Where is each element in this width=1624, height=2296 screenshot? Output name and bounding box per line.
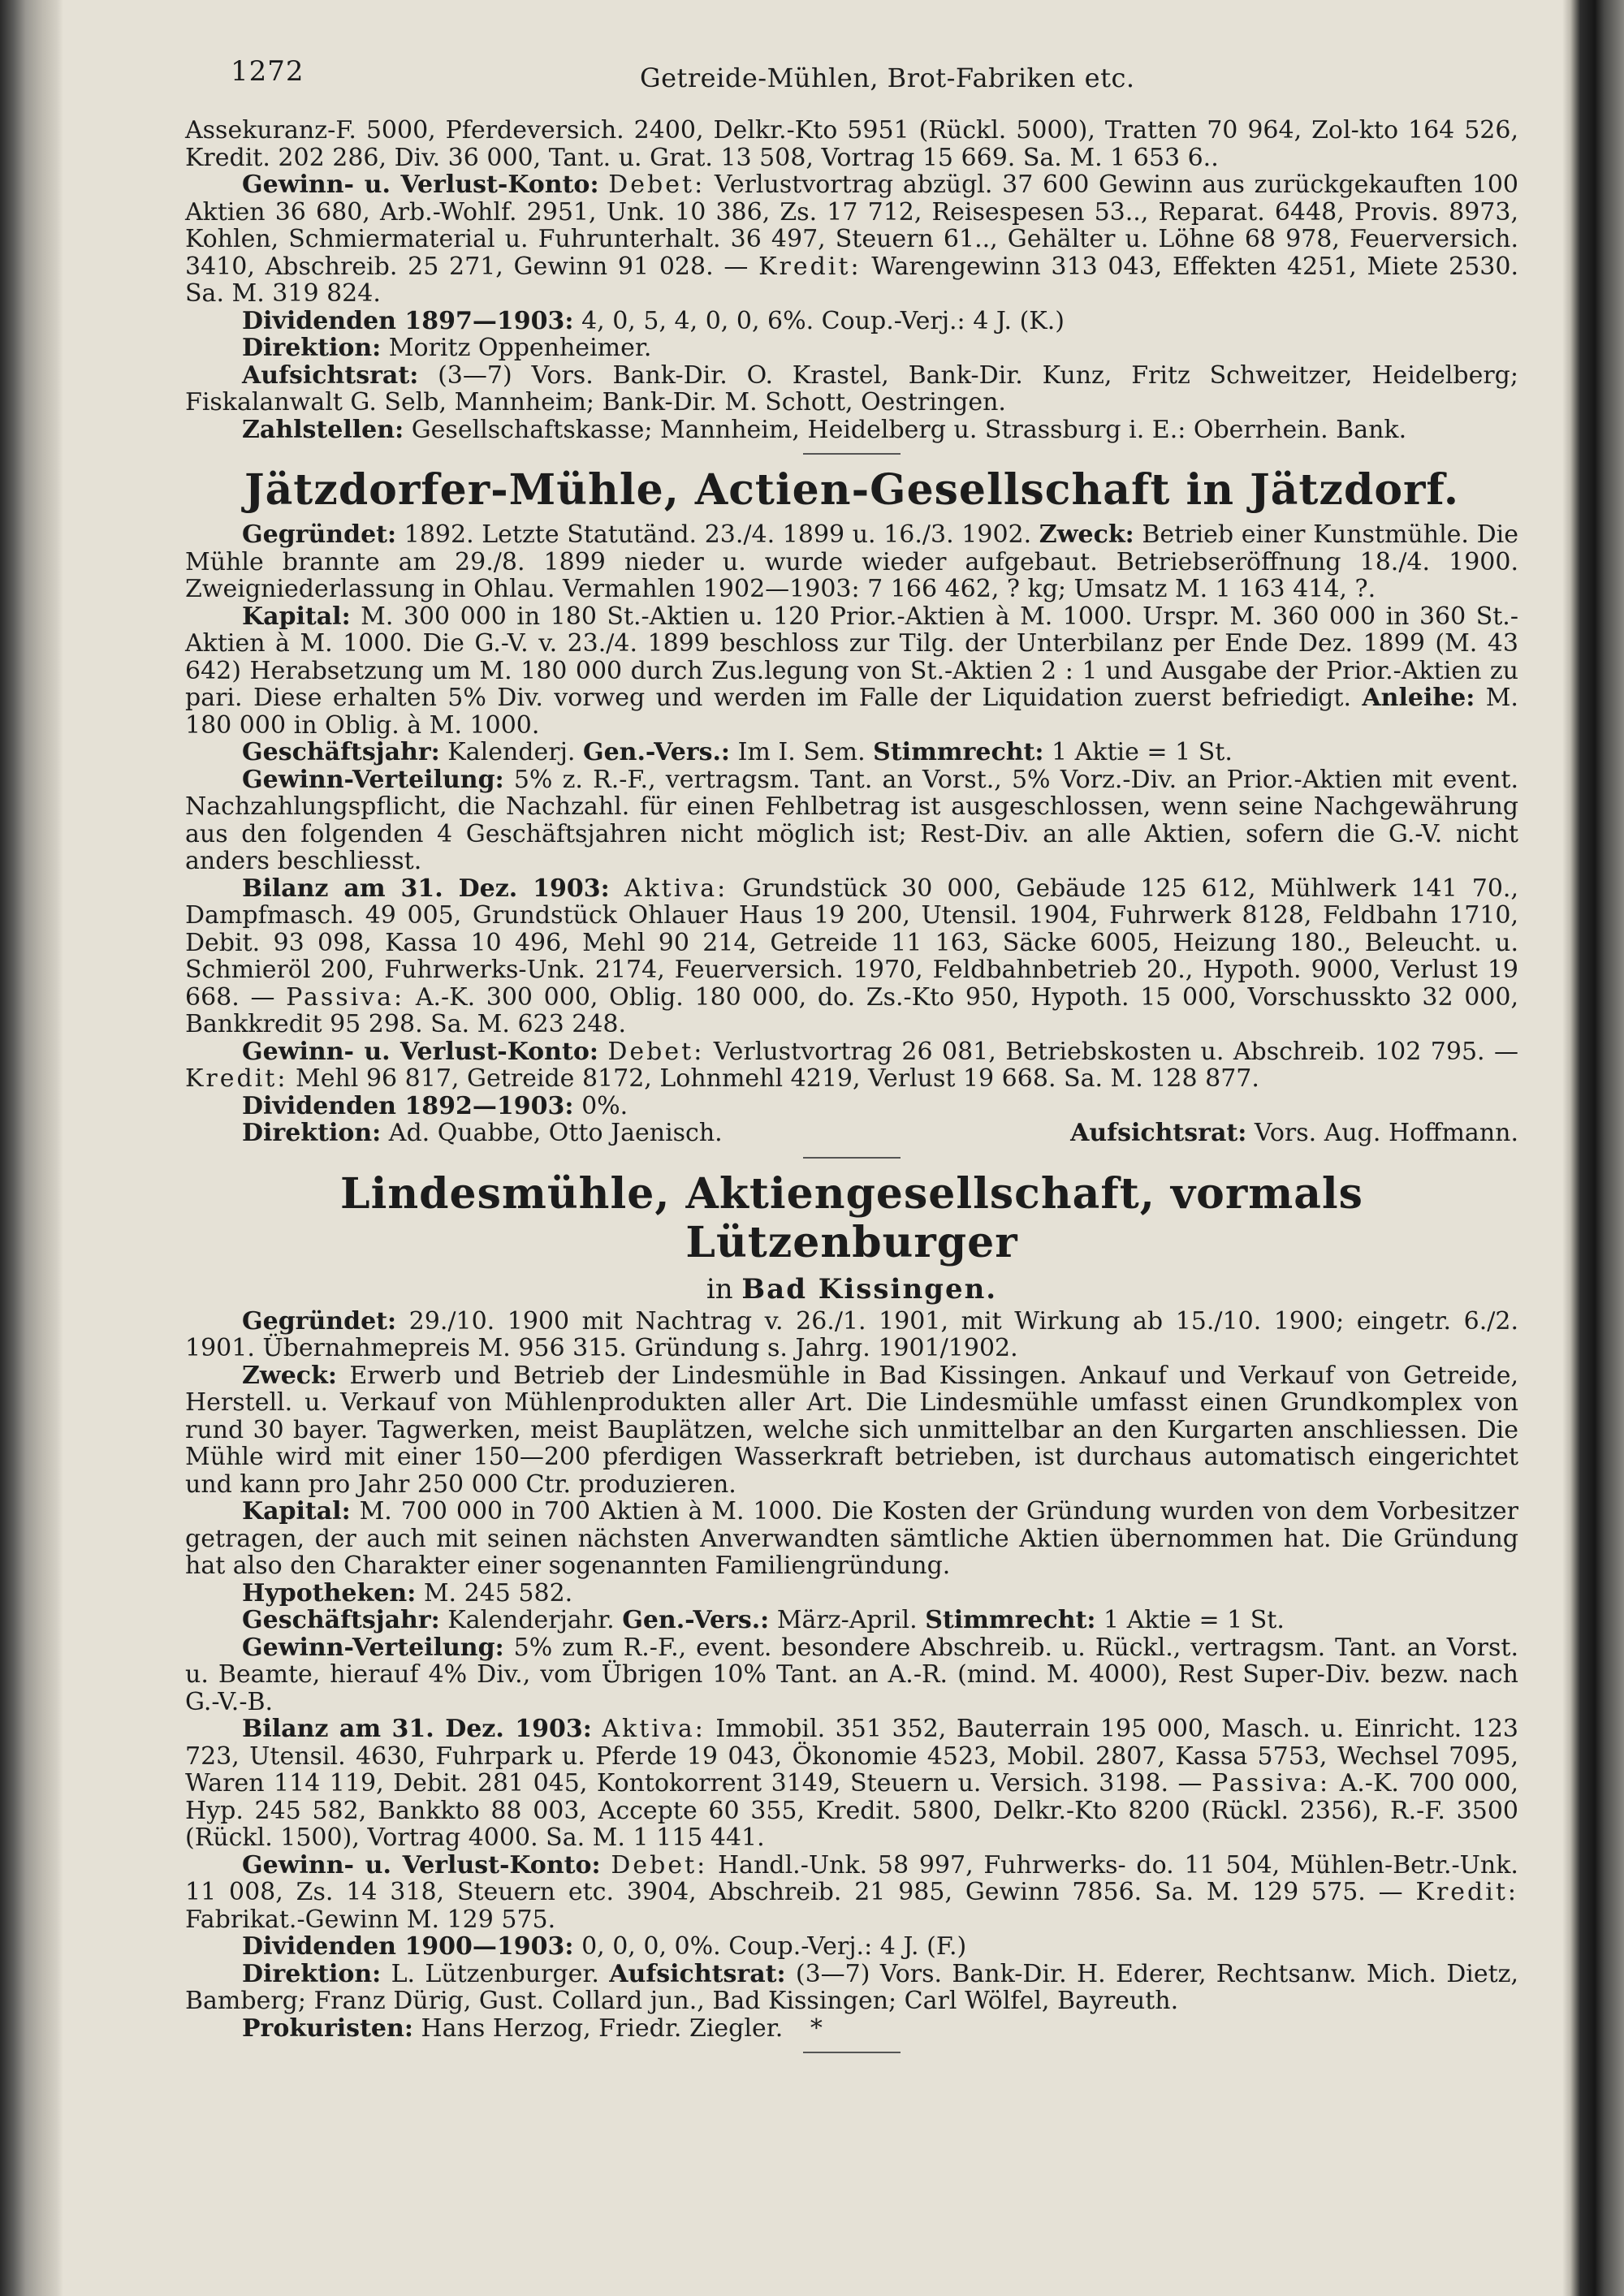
direktion-group <box>185 1120 723 1147</box>
footnote-star: * <box>810 2013 823 2043</box>
anleihe-label: Anleihe: <box>1362 684 1475 712</box>
guv-credit-text: Fabrikat.-Gewinn M. 129 575. <box>185 1905 556 1934</box>
aktiva-text: Grundstück 30 000, Gebäude 125 612, Mühlwerk 141 70., Dampfmasch. 49 005, Grundstück Ohlauer Haus 19 200, Utensil. 1904, Fuhrwerk 8128, Feldbahn 1710, Debit. 93 098, Kassa 10 496, Mehl 90 214, Getreide 11 163, Säcke 6005, Heizung 180., Beleucht. u. Schmieröl 200, Fuhrwerks-Unk. 2174, Feuerversich. 1970, Feldbahnbetrieb 20., Hypoth. 9000, Verlust 19 668. — <box>185 874 1518 1012</box>
gegruendet-text: 1892. Letzte Statutänd. 23./4. 1899 u. 16./3. 1902. <box>404 520 1032 549</box>
aktiva-label: Aktiva: <box>624 874 728 903</box>
aufsichtsrat-text: (3—7) Vors. Bank-Dir. H. Ederer, Rechtsanw. Mich. Dietz, Bamberg; Franz Dürig, Gust. Collard jun., Bad Kissingen; Carl Wölfel, Bayreuth. <box>185 1959 1518 2015</box>
guv-label: Gewinn- u. Verlust-Konto: <box>242 1037 598 1066</box>
subtitle-place: Bad Kissingen. <box>741 1272 998 1306</box>
dividenden-label: Dividenden 1900—1903: <box>242 1932 574 1961</box>
stimmrecht-text: 1 Aktie = 1 St. <box>1104 1606 1285 1634</box>
entry-jaetzdorf <box>185 466 1518 1147</box>
guv-paragraph <box>185 1038 1518 1093</box>
gegruendet-text: 29./10. 1900 mit Nachtrag v. 26./1. 1901, mit Wirkung ab 15./10. 1900; eingetr. 6./2. 1901. Übernahmepreis M. 956 315. Gründung s. Jahrg. 1901/1902. <box>185 1306 1518 1362</box>
continuation-entry <box>185 117 1518 443</box>
kapital-text: M. 300 000 in 180 St.-Aktien u. 120 Prior.-Aktien à M. 1000. Urspr. M. 360 000 in 360 St.-Aktien à M. 1000. Die G.-V. v. 23./4. 1899 beschloss zur Tilg. der Unterbilanz per Ende Dez. 1899 (M. 43 642) Herabsetzung um M. 180 000 durch Zus.legung von St.-Aktien 2 : 1 und Ausgabe der Prior.-Aktien zu pari. Diese erhalten 5% Div. vorweg und werden im Falle der Liquidation zuerst befriedigt. <box>185 602 1518 712</box>
entry-title: Lindesmühle, Aktiengesellschaft, vormals Lützenburger <box>340 1168 1363 1267</box>
dividenden-paragraph <box>185 1093 1518 1120</box>
stimmrecht-label: Stimmrecht: <box>925 1606 1096 1634</box>
direktion-label: Direktion: <box>242 1959 382 1988</box>
aufsichtsrat-group <box>1013 1120 1518 1147</box>
cont-gv-credit-text: Warengewinn 313 043, Effekten 4251, Miete 2530. Sa. M. 319 824. <box>185 252 1518 308</box>
hypotheken-label: Hypotheken: <box>242 1578 417 1608</box>
kapital-label: Kapital: <box>242 602 351 631</box>
bilanz-label: Bilanz am 31. Dez. 1903: <box>242 874 610 903</box>
right-scan-edge <box>1562 0 1624 2296</box>
bilanz-label: Bilanz am 31. Dez. 1903: <box>242 1715 592 1743</box>
dividenden-label: Dividenden 1892—1903: <box>242 1091 574 1120</box>
kapital-text: M. 700 000 in 700 Aktien à M. 1000. Die Kosten der Gründung wurden von dem Vorbesitzer getragen, der auch mit seinen nächsten Anverwandten sämtliche Aktien übernommen hat. Die Gründung hat also den Charakter einer sogenannten Familiengründung. <box>185 1497 1518 1580</box>
kapital-paragraph <box>185 1498 1518 1580</box>
kapital-paragraph <box>185 603 1518 740</box>
aktiva-text: Immobil. 351 352, Bauterrain 195 000, Masch. u. Einricht. 123 723, Utensil. 4630, Fuhrpark u. Pferde 19 043, Ökonomie 4523, Mobil. 2807, Kassa 5753, Wechsel 7095, Waren 114 119, Debit. 281 045, Kontokorrent 3149, Steuern u. Versich. 3198. — <box>185 1715 1518 1798</box>
zweck-text: Betrieb einer Kunstmühle. Die Mühle brannte am 29./8. 1899 nieder u. wurde wieder aufgebaut. Betriebseröffnung 18./4. 1900. Zweigniederlassung in Ohlau. Vermahlen 1902—1903: 7 166 462, ? kg; Umsatz M. 1 163 414, ?. <box>185 520 1518 603</box>
passiva-label: Passiva: <box>286 982 405 1012</box>
cont-ar-text: (3—7) Vors. Bank-Dir. O. Krastel, Bank-Dir. Kunz, Fritz Schweitzer, Heidelberg; Fiskalanwalt G. Selb, Mannheim; Bank-Dir. M. Schott, Oestringen. <box>185 360 1518 416</box>
gen-vers-label: Gen.-Vers.: <box>622 1606 770 1634</box>
passiva-text: A.-K. 700 000, Hyp. 245 582, Bankkto 88 003, Accepte 60 355, Kredit. 5800, Delkr.-Kto 8200 (Rückl. 2356), R.-F. 3500 (Rückl. 1500), Vortrag 4000. Sa. M. 1 115 441. <box>185 1769 1518 1852</box>
guv-credit-label: Kredit: <box>1415 1878 1518 1906</box>
cont-gv-paragraph <box>185 171 1518 308</box>
section-divider <box>803 2052 901 2053</box>
zweck-text: Erwerb und Betrieb der Lindesmühle in Bad Kissingen. Ankauf und Verkauf von Getreide, Herstell. u. Verkauf von Mühlenprodukten aller Art. Die Lindesmühle umfasst einen Grundkomplex von rund 30 bayer. Tagwerken, meist Bauplätzen, welche sich unmittelbar an den Kurgarten anschliessen. Die Mühle wird mit einer 150—200 pferdigen Wasserkraft betrieben, ist durchaus automatisch eingerichtet und kann pro Jahr 250 000 Ctr. produzieren. <box>185 1361 1518 1499</box>
cont-gv-debit: Debet: <box>608 170 706 199</box>
gegruendet-label: Gegründet: <box>242 1306 397 1336</box>
left-scan-edge <box>0 0 63 2296</box>
gegruendet-paragraph <box>185 521 1518 603</box>
stimmrecht-text: 1 Aktie = 1 St. <box>1052 738 1233 766</box>
geschaeftsjahr-label: Geschäftsjahr: <box>242 1606 440 1634</box>
cont-text: Assekuranz-F. 5000, Pferdeversich. 2400, Delkr.-Kto 5951 (Rückl. 5000), Tratten 70 964, Zol-kto 164 526, Kredit. 202 286, Div. 36 000, Tant. u. Grat. 13 508, Vortrag 15 669. Sa. M. 1 653 6.. <box>185 116 1518 172</box>
direktion-label: Direktion: <box>242 1119 382 1147</box>
kapital-label: Kapital: <box>242 1497 351 1526</box>
gen-vers-text: März-April. <box>776 1606 918 1634</box>
guv-paragraph <box>185 1852 1518 1934</box>
page-header <box>185 55 1518 110</box>
gewinn-verteilung-label: Gewinn-Verteilung: <box>242 765 504 794</box>
dividenden-text: 0%. <box>581 1091 628 1120</box>
direktion-paragraph <box>185 1961 1518 2015</box>
zweck-label: Zweck: <box>242 1361 337 1390</box>
cont-zs-text: Gesellschaftskasse; Mannheim, Heidelberg u. Strassburg i. E.: Oberrhein. Bank. <box>411 415 1407 444</box>
direktion-text: L. Lützenburger. <box>391 1959 599 1988</box>
guv-credit-text: Mehl 96 817, Getreide 8172, Lohnmehl 4219, Verlust 19 668. Sa. M. 128 877. <box>296 1064 1259 1093</box>
gegruendet-paragraph <box>185 1308 1518 1362</box>
passiva-text: A.-K. 300 000, Oblig. 180 000, do. Zs.-Kto 950, Hypoth. 15 000, Vorschusskto 32 000, Bankkredit 95 298. Sa. M. 623 248. <box>185 982 1518 1038</box>
section-divider <box>803 1157 901 1159</box>
hypotheken-text: M. 245 582. <box>423 1578 573 1608</box>
direktion-text: Ad. Quabbe, Otto Jaenisch. <box>388 1119 723 1147</box>
zweck-paragraph <box>185 1362 1518 1499</box>
bilanz-paragraph <box>185 875 1518 1038</box>
guv-debit-text: Verlustvortrag 26 081, Betriebskosten u. Abschreib. 102 795. — <box>713 1037 1518 1066</box>
guv-debit-text: Handl.-Unk. 58 997, Fuhrwerks- do. 11 504, Mühlen-Betr.-Unk. 11 008, Zs. 14 318, Steuern etc. 3904, Abschreib. 21 985, Gewinn 7856. Sa. M. 129 575. — <box>185 1850 1518 1906</box>
cont-div-label: Dividenden 1897—1903: <box>242 306 574 335</box>
gewinn-verteilung-label: Gewinn-Verteilung: <box>242 1633 504 1662</box>
dividenden-text: 0, 0, 0, 0%. Coup.-Verj.: 4 J. (F.) <box>581 1932 967 1961</box>
direktion-line <box>185 1120 1518 1147</box>
prokuristen-paragraph <box>185 2015 1518 2043</box>
geschaeftsjahr-paragraph <box>185 739 1518 766</box>
dividenden-paragraph <box>185 1933 1518 1961</box>
page-content <box>185 55 1518 2065</box>
aufsichtsrat-label: Aufsichtsrat: <box>1070 1119 1247 1147</box>
cont-gv-text: Verlustvortrag abzügl. 37 600 Gewinn aus zurückgekauften 100 Aktien 36 680, Arb.-Wohlf. 2951, Unk. 10 386, Zs. 17 712, Reisespesen 53.., Reparat. 6448, Provis. 8973, Kohlen, Schmiermaterial u. Fuhrunterhalt. 36 497, Steuern 61.., Gehälter u. Löhne 68 978, Feuerversich. 3410, Abschreib. 25 271, Gewinn 91 028. — <box>185 170 1518 281</box>
gegruendet-label: Gegründet: <box>242 520 397 549</box>
page-number: 1272 <box>231 55 304 88</box>
cont-dir-text: Moritz Oppenheimer. <box>388 334 652 362</box>
passiva-label: Passiva: <box>1212 1769 1331 1798</box>
cont-gv-label: Gewinn- u. Verlust-Konto: <box>242 170 599 199</box>
cont-div-text: 4, 0, 5, 4, 0, 0, 6%. Coup.-Verj.: 4 J. (K.) <box>581 306 1065 335</box>
bilanz-paragraph <box>185 1716 1518 1852</box>
cont-gv-credit: Kredit: <box>758 252 862 281</box>
aufsichtsrat-text: Vors. Aug. Hoffmann. <box>1254 1119 1518 1147</box>
gewinn-verteilung-text: 5% z. R.-F., vertragsm. Tant. an Vorst., 5% Vorz.-Div. an Prior.-Aktien mit event. Nachzahlungspflicht, die Nachzahl. für einen Fehlbetrag ist ausgeschlossen, wenn seine Nachgewährung aus den folgenden 4 Geschäftsjahren nicht möglich ist; Rest-Div. an alle Aktien, sofern die G.-V. nicht anders beschliesst. <box>185 765 1518 875</box>
cont-aufsichtsrat <box>185 362 1518 416</box>
running-title: Getreide-Mühlen, Brot-Fabriken etc. <box>640 63 1135 93</box>
zweck-label: Zweck: <box>1039 520 1134 549</box>
cont-direktion <box>185 334 1518 362</box>
cont-zs-label: Zahlstellen: <box>242 415 404 444</box>
geschaeftsjahr-text: Kalenderj. <box>447 738 576 766</box>
stimmrecht-label: Stimmrecht: <box>873 738 1044 766</box>
gewinn-verteilung-paragraph <box>185 766 1518 875</box>
guv-debit-label: Debet: <box>611 1850 708 1880</box>
anleihe-text: M. 180 000 in Oblig. à M. 1000. <box>185 684 1518 740</box>
gewinn-verteilung-text: 5% zum R.-F., event. besondere Abschreib. u. Rückl., vertragsm. Tant. an Vorst. u. Beamte, hierauf 4% Div., vom Übrigen 10% Tant. an A.-R. (mind. M. 4000), Rest Super-Div. bezw. nach G.-V.-B. <box>185 1633 1518 1716</box>
geschaeftsjahr-label: Geschäftsjahr: <box>242 738 440 766</box>
subtitle-prefix: in <box>706 1272 733 1306</box>
entry-subtitle <box>185 1274 1518 1305</box>
guv-credit-label: Kredit: <box>185 1064 288 1093</box>
geschaeftsjahr-text: Kalenderjahr. <box>447 1606 615 1634</box>
geschaeftsjahr-paragraph <box>185 1607 1518 1634</box>
cont-dividends <box>185 308 1518 335</box>
guv-debit-label: Debet: <box>607 1037 705 1066</box>
entry-lindesmuehle <box>185 1170 1518 2043</box>
prokuristen-label: Prokuristen: <box>242 2013 413 2043</box>
section-divider <box>803 453 901 455</box>
cont-dir-label: Direktion: <box>242 334 382 362</box>
prokuristen-text: Hans Herzog, Friedr. Ziegler. <box>421 2013 784 2043</box>
hypotheken-paragraph <box>185 1580 1518 1608</box>
aktiva-label: Aktiva: <box>602 1715 706 1743</box>
cont-zahlstellen <box>185 416 1518 444</box>
gen-vers-label: Gen.-Vers.: <box>582 738 731 766</box>
guv-label: Gewinn- u. Verlust-Konto: <box>242 1850 601 1880</box>
gewinn-verteilung-paragraph <box>185 1634 1518 1716</box>
aufsichtsrat-label: Aufsichtsrat: <box>609 1959 786 1988</box>
cont-ar-label: Aufsichtsrat: <box>242 360 419 390</box>
entry-title: Jätzdorfer-Mühle, Actien-Gesellschaft in Jätzdorf. <box>244 465 1460 515</box>
gen-vers-text: Im I. Sem. <box>737 738 866 766</box>
